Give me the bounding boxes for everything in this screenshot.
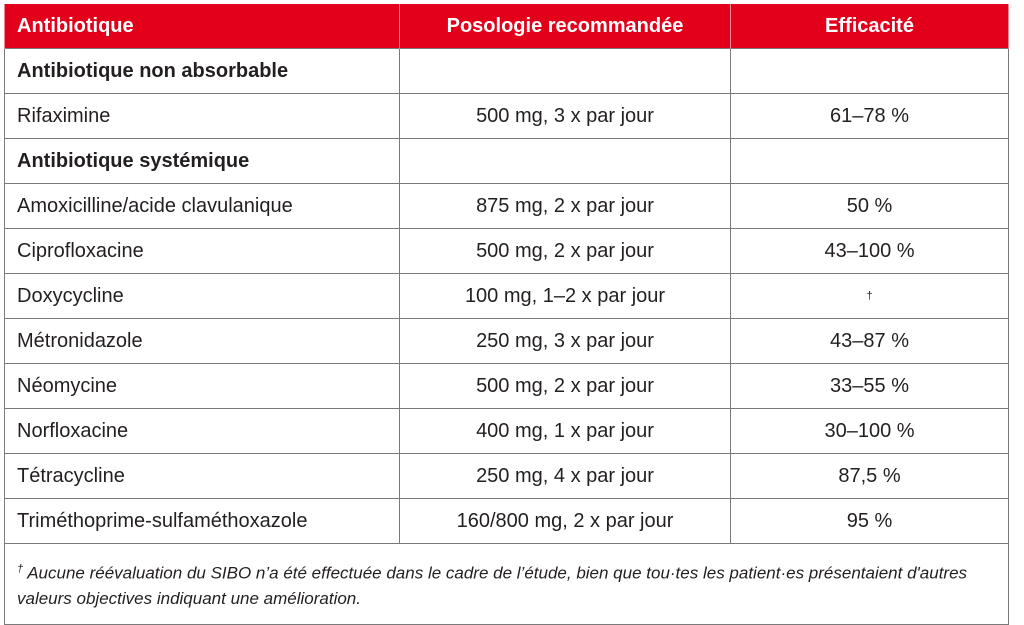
footnote xyxy=(5,544,1009,625)
antibiotic-name: Néomycine xyxy=(5,364,400,409)
empty-cell xyxy=(400,139,731,184)
footnote-row xyxy=(5,544,1009,625)
dosage-cell: 250 mg, 3 x par jour xyxy=(400,319,731,364)
empty-cell xyxy=(731,49,1009,94)
dosage-cell: 875 mg, 2 x par jour xyxy=(400,184,731,229)
antibiotic-name: Rifaximine xyxy=(5,94,400,139)
table-footer xyxy=(5,544,1009,625)
antibiotic-table xyxy=(4,4,1009,625)
dosage-cell: 250 mg, 4 x par jour xyxy=(400,454,731,499)
dosage-cell: 500 mg, 3 x par jour xyxy=(400,94,731,139)
section-title: Antibiotique systémique xyxy=(5,139,400,184)
header-posologie: Posologie recommandée xyxy=(400,4,731,49)
antibiotic-name: Amoxicilline/acide clavulanique xyxy=(5,184,400,229)
footnote-mark: † xyxy=(17,562,24,575)
section-row xyxy=(5,139,1009,184)
dosage-cell: 400 mg, 1 x par jour xyxy=(400,409,731,454)
efficacy-cell: † xyxy=(731,274,1009,319)
header-antibiotique: Antibiotique xyxy=(5,4,400,49)
table-body xyxy=(5,49,1009,544)
antibiotic-name: Métronidazole xyxy=(5,319,400,364)
header-efficacite: Efficacité xyxy=(731,4,1009,49)
dosage-cell: 500 mg, 2 x par jour xyxy=(400,364,731,409)
empty-cell xyxy=(731,139,1009,184)
efficacy-cell: 61–78 % xyxy=(731,94,1009,139)
table-row xyxy=(5,274,1009,319)
antibiotic-name: Triméthoprime-sulfaméthoxazole xyxy=(5,499,400,544)
efficacy-cell: 87,5 % xyxy=(731,454,1009,499)
header-row xyxy=(5,4,1009,49)
antibiotic-name: Tétracycline xyxy=(5,454,400,499)
footnote-text: Aucune réévaluation du SIBO n’a été effectuée dans le cadre de l’étude, bien que tou·tes les patient·es présentaient d'autres valeurs objectives indiquant une amélioration. xyxy=(17,563,968,609)
efficacy-cell: 43–100 % xyxy=(731,229,1009,274)
efficacy-cell: 95 % xyxy=(731,499,1009,544)
empty-cell xyxy=(400,49,731,94)
table-row xyxy=(5,409,1009,454)
section-title: Antibiotique non absorbable xyxy=(5,49,400,94)
table-header xyxy=(5,4,1009,49)
dosage-cell: 100 mg, 1–2 x par jour xyxy=(400,274,731,319)
table-row xyxy=(5,319,1009,364)
efficacy-cell: 43–87 % xyxy=(731,319,1009,364)
table-row xyxy=(5,499,1009,544)
dosage-cell: 160/800 mg, 2 x par jour xyxy=(400,499,731,544)
section-row xyxy=(5,49,1009,94)
antibiotic-name: Norfloxacine xyxy=(5,409,400,454)
table-row xyxy=(5,94,1009,139)
table-row xyxy=(5,229,1009,274)
dosage-cell: 500 mg, 2 x par jour xyxy=(400,229,731,274)
antibiotic-name: Doxycycline xyxy=(5,274,400,319)
table-row xyxy=(5,454,1009,499)
table-row xyxy=(5,184,1009,229)
efficacy-cell: 33–55 % xyxy=(731,364,1009,409)
antibiotic-name: Ciprofloxacine xyxy=(5,229,400,274)
efficacy-cell: 30–100 % xyxy=(731,409,1009,454)
table-row xyxy=(5,364,1009,409)
efficacy-cell: 50 % xyxy=(731,184,1009,229)
